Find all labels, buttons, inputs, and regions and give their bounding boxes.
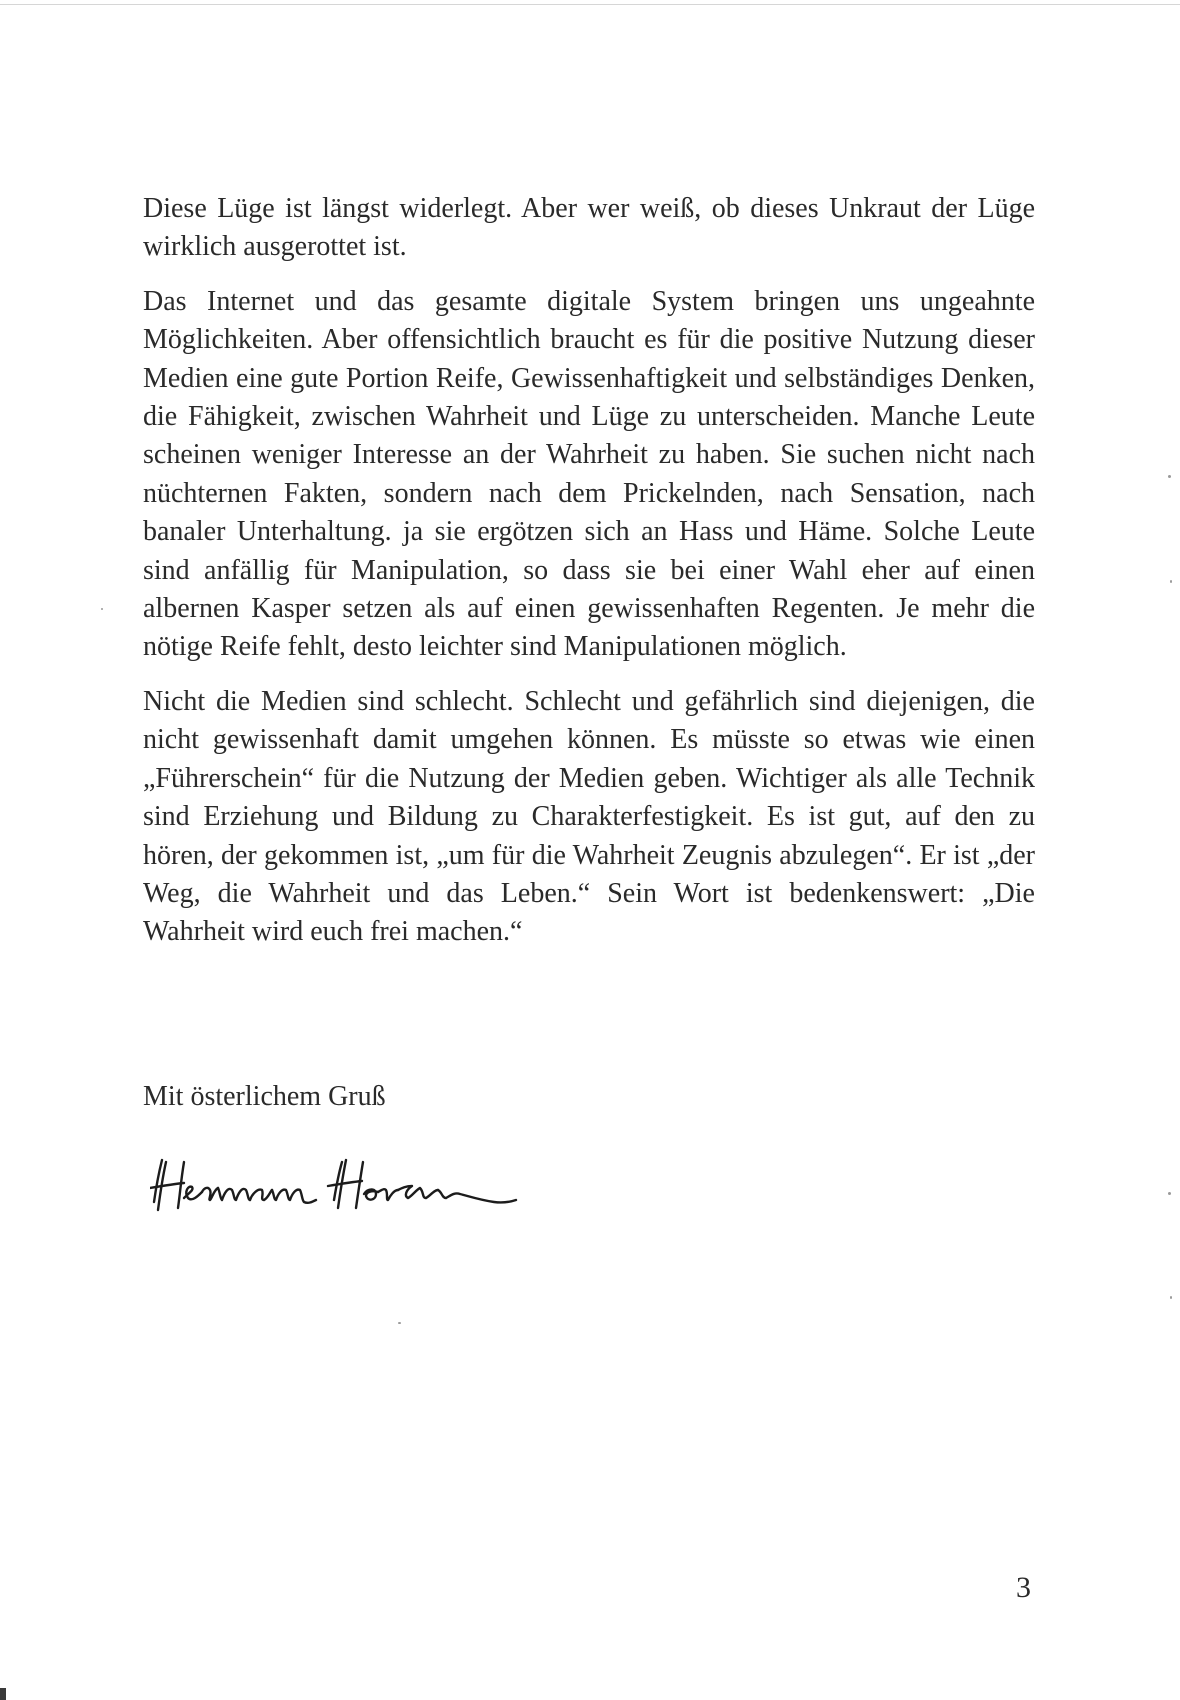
scan-speck bbox=[1170, 1296, 1172, 1299]
handwritten-signature bbox=[150, 1140, 520, 1230]
scan-corner-mark bbox=[0, 1688, 6, 1700]
closing-greeting: Mit österlichem Gruß bbox=[143, 1081, 386, 1112]
paragraph-2: Das Internet und das gesamte digitale System bringen uns ungeahnte Möglichkeiten. Aber offensichtlich braucht es für die positive Nutzung dieser Medien eine gute Portion Reife, Gewissenhaftigkeit und selbständiges Denken, die Fähigkeit, zwischen Wahrheit und Lüge zu unterscheiden. Manche Leute scheinen weniger Interesse an der Wahrheit zu haben. Sie suchen nicht nach nüchternen Fakten, sondern nach dem Prickelnden, nach Sensation, nach banaler Unterhaltung. ja sie ergötzen sich an Hass und Häme. Solche Leute sind anfällig für Manipulation, so dass sie bei einer Wahl eher auf einen albernen Kasper setzen als auf einen gewissenhaften Regenten. Je mehr die nötige Reife fehlt, desto leichter sind Manipulationen möglich. bbox=[143, 285, 1035, 663]
scan-speck bbox=[1168, 1192, 1171, 1195]
scan-speck bbox=[1170, 580, 1172, 583]
page-top-edge bbox=[0, 4, 1180, 5]
letter-body bbox=[143, 190, 1035, 968]
paragraph-1: Diese Lüge ist längst widerlegt. Aber wer weiß, ob dieses Unkraut der Lüge wirklich ausgerottet ist. bbox=[143, 193, 1035, 263]
page-number: 3 bbox=[1016, 1571, 1031, 1604]
scan-speck bbox=[398, 1322, 401, 1324]
scan-speck bbox=[101, 608, 103, 610]
scan-speck bbox=[1168, 475, 1171, 478]
paragraph-3: Nicht die Medien sind schlecht. Schlecht und gefährlich sind diejenigen, die nicht gewissenhaft damit umgehen können. Es müsste so etwas wie einen „Führerschein“ für die Nutzung der Medien geben. Wichtiger als alle Technik sind Erziehung und Bildung zu Charakterfestigkeit. Es ist gut, auf den zu hören, der gekommen ist, „um für die Wahrheit Zeugnis abzulegen“. Er ist „der Weg, die Wahrheit und das Leben.“ Sein Wort ist bedenkenswert: „Die Wahrheit wird euch frei machen.“ bbox=[143, 685, 1035, 948]
